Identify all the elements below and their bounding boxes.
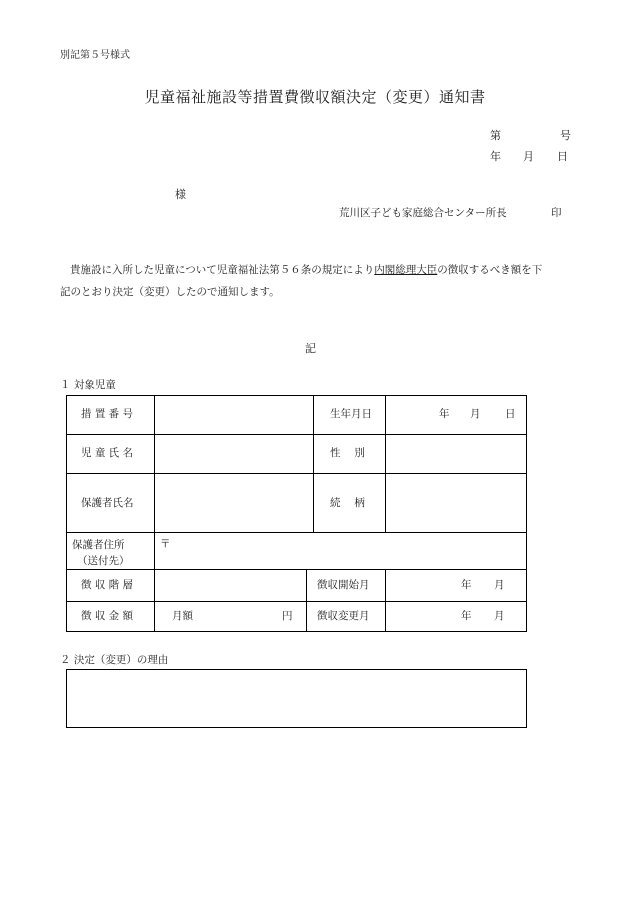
body-text-line-2: 記のとおり決定（変更）したので通知します。 — [60, 286, 280, 298]
table-rule — [66, 532, 527, 533]
birthdate-month-unit: 月 — [470, 408, 481, 420]
section-1-heading: １ 対象児童 — [60, 379, 116, 391]
body-text-underlined: 内閣総理大臣 — [374, 264, 438, 276]
table-rule — [66, 473, 527, 474]
table-rule — [66, 631, 527, 632]
birthdate-year-unit: 年 — [439, 408, 450, 420]
date-day-unit: 日 — [557, 150, 568, 163]
section-2-heading: ２ 決定（変更）の理由 — [60, 654, 169, 666]
table-rule — [66, 395, 67, 632]
change-month-unit: 月 — [494, 610, 505, 622]
date-month-unit: 月 — [523, 150, 534, 163]
yen-unit: 円 — [282, 610, 293, 622]
monthly-amount-label: 月額 — [172, 610, 193, 622]
table-rule — [385, 395, 386, 533]
label-mailing-address: （送付先） — [77, 555, 130, 567]
table-rule — [66, 434, 527, 435]
document-title: 児童福祉施設等措置費徴収額決定（変更）通知書 — [144, 88, 486, 106]
seal-mark: 印 — [551, 207, 562, 219]
label-relationship: 続 柄 — [330, 497, 365, 509]
table-rule — [66, 395, 527, 396]
table-rule — [306, 569, 307, 632]
reason-box — [66, 669, 527, 728]
label-collection-tier: 徴 収 階 層 — [81, 579, 134, 591]
table-rule — [154, 395, 155, 632]
label-collection-start: 徴収開始月 — [317, 579, 370, 591]
label-sex: 性 別 — [330, 447, 365, 459]
table-rule — [66, 569, 527, 570]
label-guardian-name: 保護者氏名 — [81, 497, 134, 509]
body-text-before: 貴施設に入所した児童について児童福祉法第５６条の規定により — [70, 264, 375, 276]
table-rule — [313, 395, 314, 533]
body-text-after: の徴収するべき額を下 — [437, 264, 543, 276]
ki-heading: 記 — [305, 342, 316, 355]
addressee-honorific: 様 — [175, 188, 186, 201]
table-rule — [526, 395, 527, 632]
label-child-name: 児 童 氏 名 — [81, 447, 134, 459]
label-sochi-bango: 措 置 番 号 — [81, 408, 134, 420]
postal-mark: 〒 — [160, 538, 171, 550]
doc-number-prefix: 第 — [490, 129, 501, 142]
form-number: 別記第５号様式 — [60, 50, 130, 61]
birthdate-day-unit: 日 — [505, 408, 516, 420]
start-month-unit: 月 — [494, 579, 505, 591]
label-collection-amount: 徴 収 金 額 — [81, 610, 134, 622]
label-collection-change: 徴収変更月 — [317, 610, 370, 622]
body-text-line-1 — [70, 265, 542, 276]
label-birthdate: 生年月日 — [330, 408, 372, 420]
date-year-unit: 年 — [490, 150, 501, 163]
doc-number-suffix: 号 — [560, 129, 571, 142]
sender-name: 荒川区子ども家庭総合センター所長 — [339, 207, 507, 219]
table-rule — [385, 569, 386, 632]
table-rule — [66, 601, 527, 602]
change-year-unit: 年 — [461, 610, 472, 622]
label-guardian-address: 保護者住所 — [72, 539, 125, 551]
start-year-unit: 年 — [461, 579, 472, 591]
